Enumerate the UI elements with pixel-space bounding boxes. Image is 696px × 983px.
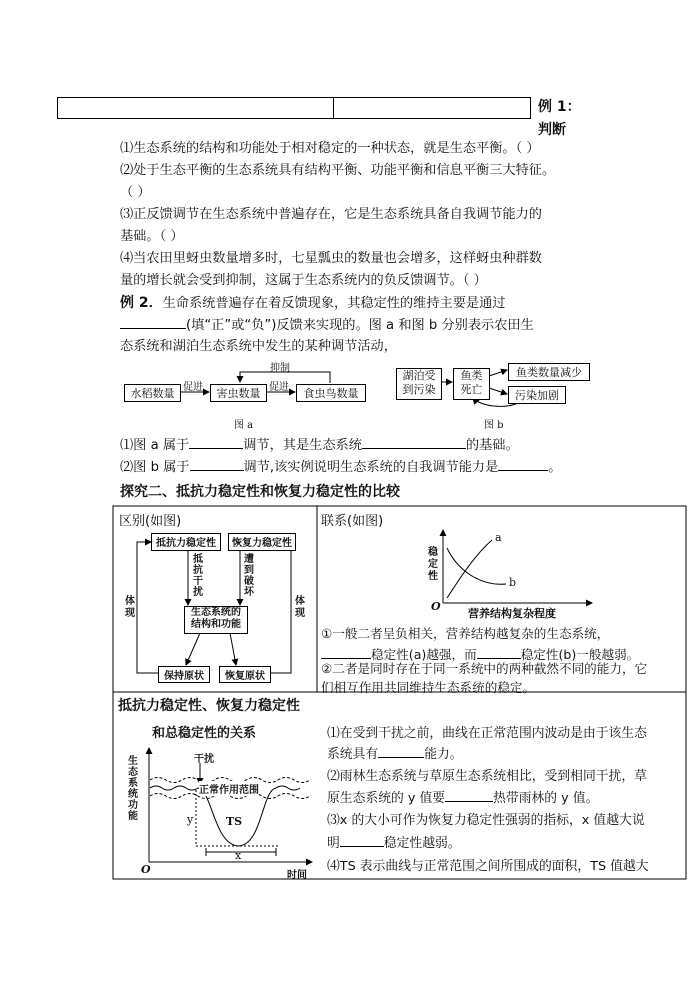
judge-q3a: ⑶正反馈调节在生态系统中普遍存在，它是生态系统具备自我调节能力的: [120, 207, 542, 222]
box-recovery-stability: 恢复力稳定性: [228, 533, 296, 551]
row2-subtitle: 和总稳定性的关系: [152, 726, 257, 741]
fig-b-fish-line1: 鱼类: [460, 369, 483, 382]
relation-2a: ②二者是同时存在于同一系统中的两种截然不同的能力，它: [321, 661, 648, 676]
label-damaged: 遭 到 破 坏: [244, 554, 254, 598]
example2-text2: (填“正”或“负”)反馈来实现的。图 a 和图 b 分别表示农田生: [186, 318, 534, 333]
fig-a-pest-box: 害虫数量: [210, 384, 267, 402]
label-resist-disturbance: 抵 抗 干 扰: [193, 554, 203, 598]
graph2-normal-range-label: 正常作用范围: [199, 781, 259, 796]
row2-p4a: ⑷TS 表示曲线与正常范围之间所围成的面积，TS 值越大: [327, 859, 649, 874]
judge-q4a: ⑷当农田里蚜虫数量增多时，七星瓢虫的数量也会增多，这样蚜虫种群数: [120, 251, 542, 266]
graph1-xlabel: 营养结构复杂程度: [468, 607, 556, 620]
example1-heading: 例 1：: [538, 99, 581, 115]
ex2-q1-b: 调节，其是生态系统: [243, 438, 362, 453]
ex2-q2-c: 。: [548, 460, 562, 475]
fig-a-bird-box: 食虫鸟数量: [296, 384, 366, 402]
label-embody-right: 体 现: [295, 596, 305, 619]
fig-b-fish-line2: 死亡: [460, 383, 483, 396]
fig-a-arrow2-label: 促进: [269, 382, 289, 393]
graph2-ylabel: 生态系统功能: [128, 756, 138, 822]
fig-a-rice-box: 水稻数量: [124, 384, 181, 402]
ex2-q1-a: ⑴图 a 属于: [120, 438, 190, 453]
fig-b-lake-line1: 湖泊受: [402, 369, 436, 382]
answer-blank: [445, 787, 493, 802]
ex2-q1-c: 的基础。: [465, 438, 519, 453]
graph2-ts-label: TS: [226, 815, 243, 828]
graph1-origin: O: [431, 600, 441, 613]
ex2-q2-b: 调节,该实例说明生态系统的自我调节能力是: [243, 460, 499, 475]
graph1-curve-a-label: a: [495, 531, 502, 544]
example1-subheading: 判断: [538, 122, 566, 138]
graph1-curve-b-label: b: [509, 576, 517, 589]
fig-b-fish-decrease-box: 鱼类数量减少: [508, 363, 590, 381]
graph2-xlabel: 时间: [287, 870, 307, 881]
graph1-ylabel: 稳 定 性: [428, 547, 438, 582]
section2-title: 探究二、抵抗力稳定性和恢复力稳定性的比较: [120, 484, 400, 500]
box-keep-original: 保持原状: [158, 666, 210, 683]
judge-q1: ⑴生态系统的结构和功能处于相对稳定的一种状态，就是生态平衡。（ ）: [120, 141, 540, 156]
table-right-header: 联系(如图): [321, 514, 384, 529]
relation-2b: 们相互作用共同维持生态系统的稳定。: [321, 680, 536, 695]
graph2-disturb-label: 干扰: [194, 754, 214, 765]
box-restore-original: 恢复原状: [219, 666, 271, 683]
graph2-y-label: y: [187, 813, 194, 826]
ex2-q2-a: ⑵图 b 属于: [120, 460, 190, 475]
fig-a-caption: 图 a: [234, 420, 254, 431]
row2-p3b: 明 稳定性越弱。: [327, 832, 461, 851]
example2-heading: 例 2．: [120, 295, 163, 311]
fig-b-lake-line2: 到污染: [402, 383, 436, 396]
relation-1a: ①一般二者呈负相关，营养结构越复杂的生态系统，: [321, 626, 610, 641]
answer-blank: [340, 832, 384, 847]
answer-blank: [378, 743, 424, 758]
row2-p2a: ⑵雨林生态系统与草原生态系统相比，受到相同干扰，草: [327, 769, 647, 784]
example2-line3: 态系统和湖泊生态系统中发生的某种调节活动，: [120, 339, 397, 354]
fig-b-pollution-box: 污染加剧: [508, 386, 566, 404]
row2-p3a: ⑶x 的大小可作为恢复力稳定性强弱的指标，x 值越大说: [327, 813, 645, 828]
box-resistance-stability: 抵抗力稳定性: [151, 533, 221, 551]
row2-title: 抵抗力稳定性、恢复力稳定性: [118, 698, 300, 714]
row2-p2b: 原生态系统的 y 值要 热带雨林的 y 值。: [327, 787, 598, 806]
table-left-header: 区别(如图): [119, 514, 182, 529]
fig-b-caption: 图 b: [484, 420, 504, 431]
box-structure-function: 生态系统的 结构和功能: [184, 606, 248, 634]
judge-q3b: 基础。（ ）: [120, 229, 184, 244]
fig-a-arrow1-label: 促进: [183, 382, 203, 393]
example2-text1: 生命系统普遍存在着反馈现象，其稳定性的维持主要是通过: [162, 296, 506, 311]
judge-q2b: （ ）: [120, 185, 151, 200]
judge-q4b: 量的增长就会受到抑制，这属于生态系统内的负反馈调节。（ ）: [120, 273, 487, 288]
row2-p1b: 系统具有 能力。: [327, 743, 463, 762]
graph2-x-label: x: [235, 849, 242, 862]
label-embody-left: 体 现: [125, 596, 135, 619]
fig-a-inhibit-label: 抑制: [270, 363, 290, 374]
relation-1b: 稳定性(a)越强，而 稳定性(b)一般越弱。: [321, 644, 639, 663]
row2-p1a: ⑴在受到干扰之前，曲线在正常范围内波动是由于该生态: [327, 726, 647, 741]
graph2-origin: O: [141, 863, 151, 876]
judge-q2a: ⑵处于生态平衡的生态系统具有结构平衡、功能平衡和信息平衡三大特征。: [120, 163, 556, 178]
